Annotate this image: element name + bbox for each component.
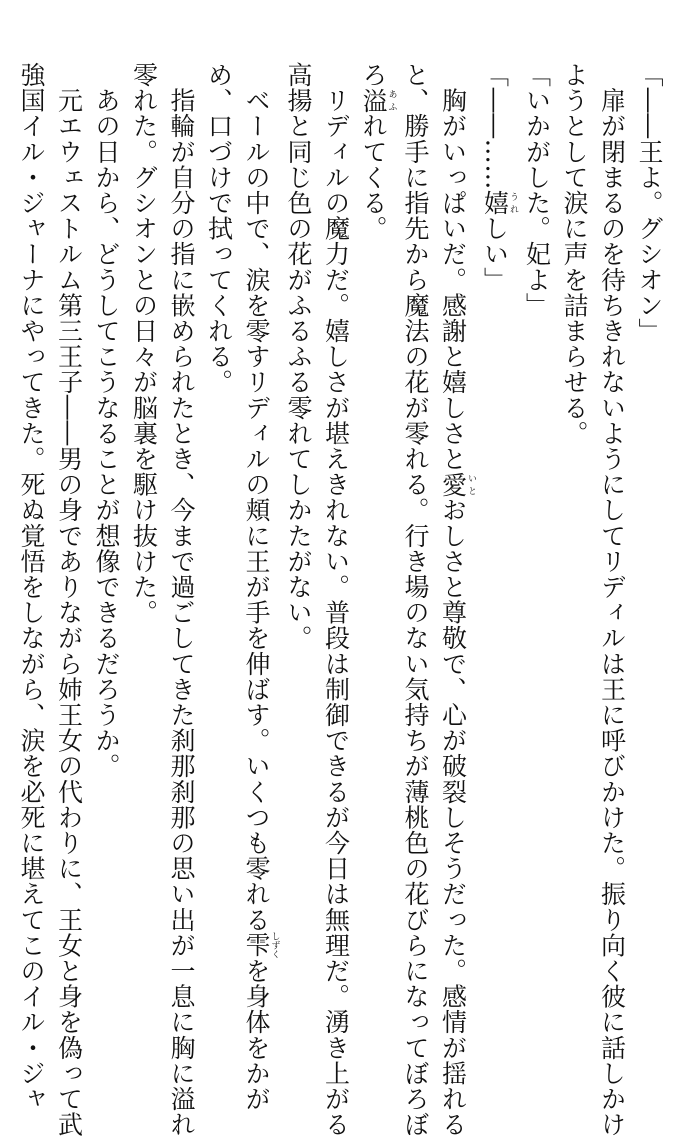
text-line: と、勝手に指先から魔法の花が零れる。行き場のない気持ちが薄桃色の花びらになってぼろぼ bbox=[401, 62, 430, 1137]
text-line: 「――王よ。グシオン」 bbox=[635, 62, 664, 344]
text-line-ruby: 「――……嬉うれしい」 bbox=[480, 62, 518, 293]
text-line: あの日から、どうしてこうなることが想像できるだろうか。 bbox=[92, 62, 121, 779]
text-line: 元エウェストルム第三王子――男の身でありながら姉王女の代わりに、王女と身を偽って武 bbox=[54, 62, 84, 1137]
furigana-reading: しずく bbox=[269, 931, 280, 959]
furigana-reading: うれ bbox=[508, 190, 518, 216]
text-line: ようとして涙に声を詰まらせる。 bbox=[560, 62, 589, 446]
furigana-ruby: 溢あふ bbox=[359, 87, 397, 114]
furigana-reading: あふ bbox=[386, 87, 397, 114]
text-line: 指輪が自分の指に嵌められたとき、今まで過ごしてきた刹那刹那の思い出が一息に胸に溢れ bbox=[167, 62, 196, 1137]
text-line: 零れた。グシオンとの日々が脳裏を駆け抜けた。 bbox=[129, 62, 159, 626]
vertical-text-body bbox=[13, 62, 669, 1137]
text-line: 高揚と同じ色の花がふるふる零れてしかたがない。 bbox=[284, 62, 313, 651]
furigana-ruby: 愛いと bbox=[438, 471, 476, 498]
furigana-ruby: 嬉うれ bbox=[480, 190, 518, 216]
text-line: め、口づけで拭ってくれる。 bbox=[204, 62, 234, 395]
text-line: 強国イル・ジャーナにやってきた。死ぬ覚悟をしながら、涙を必死に堪えてこのイル・ジャ bbox=[17, 62, 46, 1112]
text-line: 「いかがした。妃よ」 bbox=[522, 62, 552, 318]
text-line: 扉が閉まるのを待ちきれないようにしてリディルは王に呼びかけた。振り向く彼に話しかけ bbox=[597, 62, 627, 1137]
text-line-ruby: ろ溢あふれてくる。 bbox=[359, 62, 397, 242]
furigana-ruby: 雫しずく bbox=[242, 931, 280, 959]
text-line-ruby: 胸がいっぱいだ。感謝と嬉しさと愛いとおしさと尊敬で、心が破裂しそうだった。感情が揺れる bbox=[438, 62, 476, 1137]
text-line: リディルの魔力だ。嬉しさが堪えきれない。普段は制御できるが今日は無理だ。湧き上がる bbox=[321, 62, 351, 1137]
text-line-ruby: ベールの中で、涙を零すリディルの頬に王が手を伸ばす。いくつも零れる雫しずくを身体をかが bbox=[242, 62, 280, 1112]
furigana-reading: いと bbox=[466, 471, 476, 498]
